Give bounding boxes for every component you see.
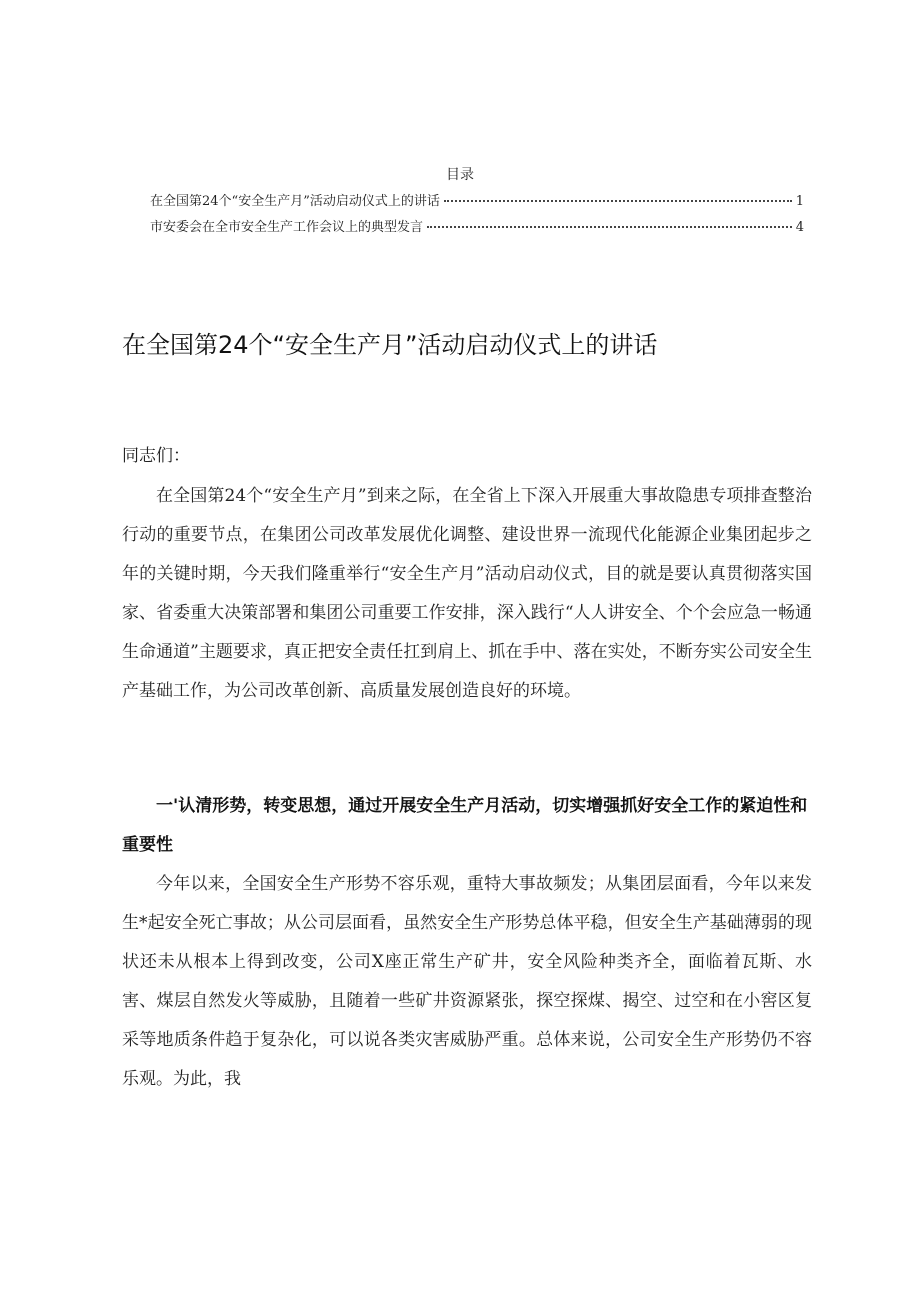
- article-title: 在全国第24个“安全生产月”活动启动仪式上的讲话: [122, 331, 658, 359]
- toc-entry[interactable]: [150, 190, 804, 210]
- toc-entry-text: 市安委会在全市安全生产工作会议上的典型发言: [150, 220, 424, 235]
- toc-entry-page: 4: [795, 220, 804, 235]
- toc-entry-page: 1: [795, 194, 804, 209]
- section-heading: 一'认清形势，转变思想，通过开展安全生产月活动，切实增强抓好安全工作的紧迫性和重要性: [122, 796, 808, 855]
- toc-entry-text: 在全国第24个“安全生产月”活动启动仪式上的讲话: [150, 194, 440, 209]
- toc-dot-leader: [444, 200, 792, 202]
- toc-dot-leader: [427, 226, 792, 228]
- paragraph: 在全国第24个“安全生产月”到来之际，在全省上下深入开展重大事故隐患专项排查整治行动的重要节点，在集团公司改革发展优化调整、建设世界一流现代化能源企业集团起步之年的关键时期，今天我们隆重举行“安全生产月”活动启动仪式，目的就是要认真贯彻落实国家、省委重大决策部署和集团公司重要工作安排，深入践行“人人讲安全、个个会应急一畅通生命通道”主题要求，真正把安全责任扛到肩上、抓在手中、落在实处，不断夯实公司安全生产基础工作，为公司改革创新、高质量发展创造良好的环境。: [122, 486, 812, 701]
- toc-title: 目录: [446, 167, 474, 183]
- paragraph: 今年以来，全国安全生产形势不容乐观，重特大事故频发；从集团层面看，今年以来发生*起安全死亡事故；从公司层面看，虽然安全生产形势总体平稳，但安全生产基础薄弱的现状还未从根本上得到改变，公司X座正常生产矿井，安全风险种类齐全，面临着瓦斯、水害、煤层自然发火等威胁，且随着一些矿井资源紧张，探空探煤、揭空、过空和在小窖区复采等地质条件趋于复杂化，可以说各类灾害威胁严重。总体来说，公司安全生产形势仍不容乐观。为此，我: [122, 874, 812, 1089]
- toc-entry[interactable]: [150, 216, 804, 236]
- salutation: 同志们：: [122, 446, 190, 466]
